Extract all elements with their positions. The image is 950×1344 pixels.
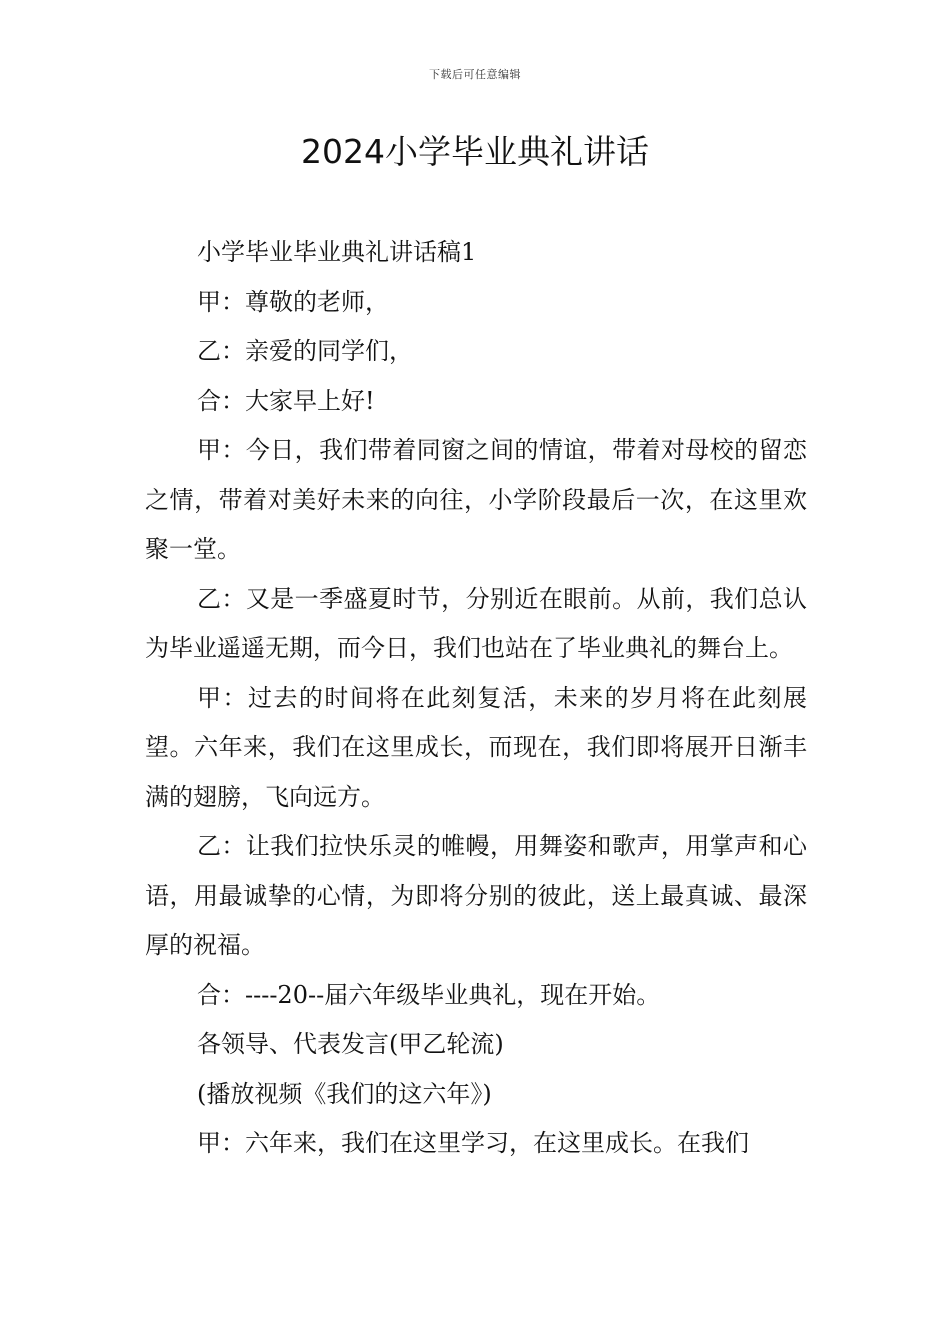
- paragraph: 甲：六年来，我们在这里学习，在这里成长。在我们: [197, 1129, 749, 1157]
- paragraph: (播放视频《我们的这六年》): [197, 1079, 492, 1108]
- document-body: [145, 228, 807, 1169]
- document-title: 2024小学毕业典礼讲话: [301, 132, 649, 171]
- paragraph: 各领导、代表发言(甲乙轮流): [197, 1030, 504, 1058]
- paragraph-subtitle: 小学毕业毕业典礼讲话稿1: [197, 238, 477, 266]
- paragraph: 甲：尊敬的老师，: [197, 287, 389, 316]
- paragraph: 合：大家早上好!: [197, 386, 375, 415]
- header-note: 下载后可任意编辑: [429, 68, 521, 81]
- paragraph: 合：----20--届六年级毕业典礼，现在开始。: [197, 980, 661, 1009]
- paragraph: 乙：让我们拉快乐灵的帷幔，用舞姿和歌声，用掌声和心语，用最诚挚的心情，为即将分别的彼此，送上最真诚、最深厚的祝福。: [145, 832, 807, 959]
- paragraph: 乙：又是一季盛夏时节，分别近在眼前。从前，我们总认为毕业遥遥无期，而今日，我们也站在了毕业典礼的舞台上。: [145, 584, 807, 662]
- paragraph: 甲：过去的时间将在此刻复活，未来的岁月将在此刻展望。六年来，我们在这里成长，而现在，我们即将展开日渐丰满的翅膀，飞向远方。: [145, 683, 807, 811]
- paragraph: 甲：今日，我们带着同窗之间的情谊，带着对母校的留恋之情，带着对美好未来的向往，小学阶段最后一次，在这里欢聚一堂。: [145, 436, 807, 563]
- paragraph: 乙：亲爱的同学们，: [197, 337, 413, 365]
